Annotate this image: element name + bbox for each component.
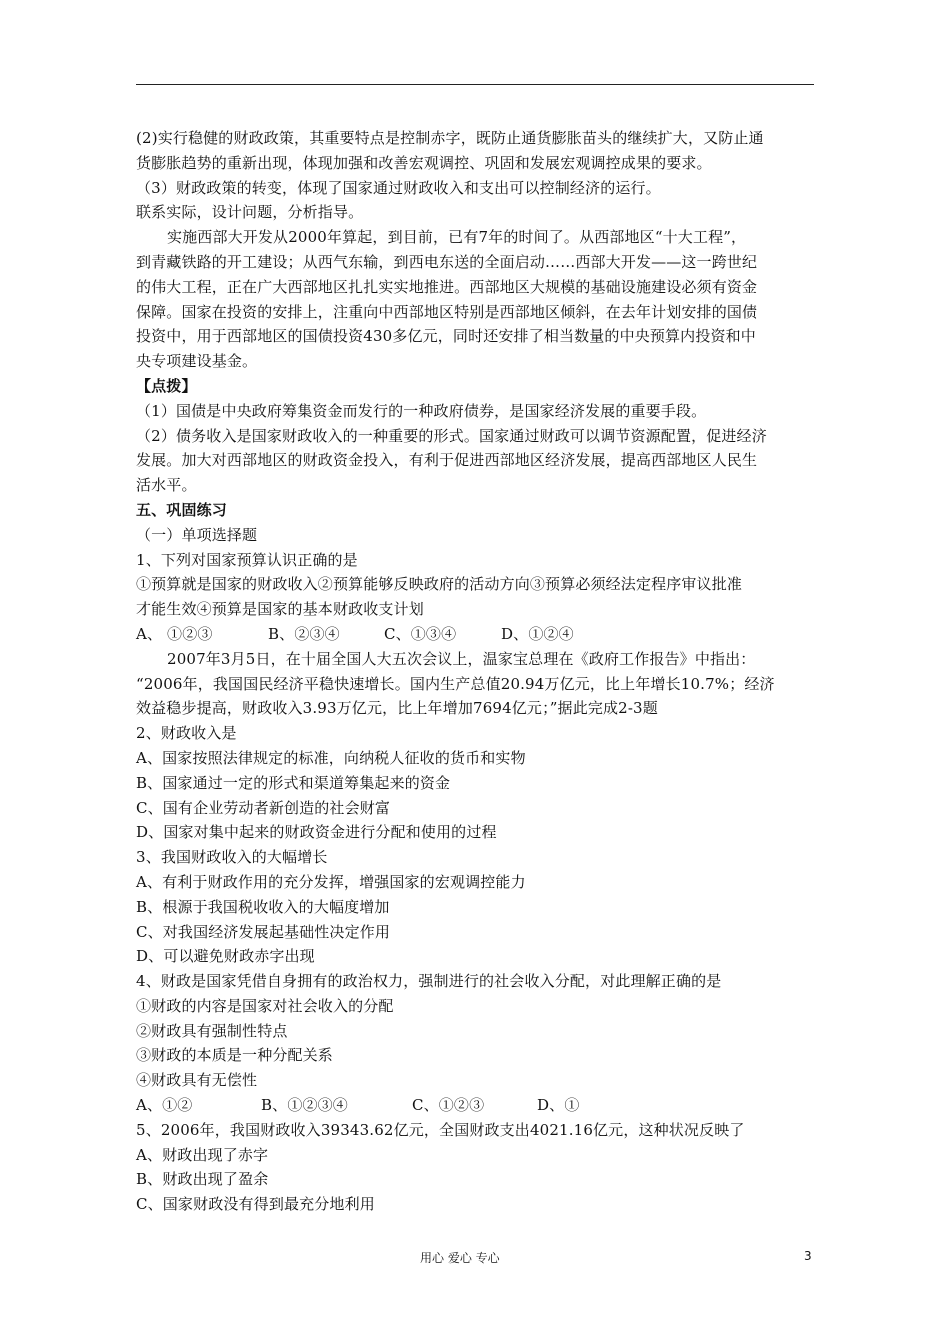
- question-5: 5、2006年，我国财政收入39343.62亿元，全国财政支出4021.16亿元，这种状况反映了: [136, 1120, 745, 1139]
- option-c: C、①③④: [384, 624, 457, 643]
- paragraph-line: （1）国债是中央政府筹集资金而发行的一种政府债券，是国家经济发展的重要手段。: [136, 401, 707, 420]
- question-4-options: [136, 1093, 816, 1118]
- option-d: D、①②④: [501, 624, 574, 643]
- paragraph-line: 货膨胀趋势的重新出现，体现加强和改善宏观调控、巩固和发展宏观调控成果的要求。: [136, 153, 712, 172]
- paragraph-line: 联系实际，设计问题，分析指导。: [136, 203, 364, 222]
- option-line: B、根源于我国税收收入的大幅度增加: [136, 897, 390, 916]
- question-4: 4、财政是国家凭借自身拥有的政治权力，强制进行的社会收入分配，对此理解正确的是: [136, 972, 722, 991]
- option-line: B、财政出现了盈余: [136, 1170, 269, 1189]
- statement-line: ④财政具有无偿性: [136, 1071, 258, 1090]
- question-3: 3、我国财政收入的大幅增长: [136, 848, 328, 867]
- option-line: A、国家按照法律规定的标准，向纳税人征收的货币和实物: [136, 748, 526, 767]
- paragraph-line: 活水平。: [136, 476, 197, 495]
- option-line: D、国家对集中起来的财政资金进行分配和使用的过程: [136, 823, 497, 842]
- paragraph-line: 央专项建设基金。: [136, 352, 258, 371]
- question-1-options: [136, 622, 816, 647]
- statement-line: ①财政的内容是国家对社会收入的分配: [136, 996, 394, 1015]
- page-body: [136, 126, 816, 1217]
- question-text-line: 才能生效④预算是国家的基本财政收支计划: [136, 600, 424, 619]
- option-line: A、财政出现了赤字: [136, 1145, 269, 1164]
- paragraph-line: 投资中，用于西部地区的国债投资430多亿元，同时还安排了相当数量的中央预算内投资和中: [136, 327, 756, 346]
- paragraph-line: 实施西部大开发从2000年算起，到目前，已有7年的时间了。从西部地区“十大工程”，: [167, 228, 747, 247]
- option-line: D、可以避免财政赤字出现: [136, 947, 315, 966]
- option-b: B、②③④: [268, 624, 340, 643]
- option-c: C、①②③: [412, 1096, 485, 1115]
- statement-line: ②财政具有强制性特点: [136, 1021, 288, 1040]
- statement-line: ③财政的本质是一种分配关系: [136, 1046, 333, 1065]
- footer-text: 用心 爱心 专心: [420, 1251, 500, 1265]
- page-number: 3: [804, 1249, 812, 1263]
- paragraph-line: （2）债务收入是国家财政收入的一种重要的形式。国家通过财政可以调节资源配置，促进经济: [136, 426, 767, 445]
- paragraph-line: 发展。加大对西部地区的财政资金投入，有利于促进西部地区经济发展，提高西部地区人民生: [136, 451, 758, 470]
- option-d: D、①: [537, 1096, 580, 1115]
- question-1: 1、下列对国家预算认识正确的是: [136, 550, 358, 569]
- paragraph-line: 的伟大工程，正在广大西部地区扎扎实实地推进。西部地区大规模的基础设施建设必须有资金: [136, 277, 758, 296]
- paragraph-line: 效益稳步提高，财政收入3.93万亿元，比上年增加7694亿元；”据此完成2-3题: [136, 699, 658, 718]
- option-line: C、国有企业劳动者新创造的社会财富: [136, 798, 391, 817]
- subsection-heading: （一）单项选择题: [136, 525, 258, 544]
- paragraph-line: (2)实行稳健的财政政策，其重要特点是控制赤字，既防止通货膨胀苗头的继续扩大，又防止通: [136, 129, 764, 147]
- question-2: 2、财政收入是: [136, 724, 237, 743]
- option-a: A、①②: [136, 1096, 193, 1115]
- option-line: A、有利于财政作用的充分发挥，增强国家的宏观调控能力: [136, 872, 526, 891]
- header-rule: [136, 84, 814, 85]
- option-a: A、 ①②③: [136, 624, 213, 643]
- option-line: B、国家通过一定的形式和渠道筹集起来的资金: [136, 773, 451, 792]
- section-heading: 五、巩固练习: [136, 500, 227, 519]
- paragraph-line: 保障。国家在投资的安排上，注重向中西部地区特别是西部地区倾斜，在去年计划安排的国债: [136, 302, 758, 321]
- paragraph-line: （3）财政政策的转变，体现了国家通过财政收入和支出可以控制经济的运行。: [136, 178, 661, 197]
- page-footer: [0, 1249, 950, 1269]
- paragraph-line: 2007年3月5日，在十届全国人大五次会议上，温家宝总理在《政府工作报告》中指出：: [167, 649, 756, 668]
- option-line: C、对我国经济发展起基础性决定作用: [136, 922, 391, 941]
- paragraph-line: 到青藏铁路的开工建设；从西气东输，到西电东送的全面启动……西部大开发——这一跨世纪: [136, 252, 758, 271]
- tip-heading: 【点拨】: [136, 376, 197, 395]
- option-b: B、①②③④: [261, 1096, 348, 1115]
- option-line: C、国家财政没有得到最充分地利用: [136, 1195, 375, 1214]
- paragraph-line: “2006年，我国国民经济平稳快速增长。国内生产总值20.94万亿元，比上年增长10.7%；经济: [136, 674, 775, 693]
- question-text-line: ①预算就是国家的财政收入②预算能够反映政府的活动方向③预算必须经法定程序审议批准: [136, 575, 743, 594]
